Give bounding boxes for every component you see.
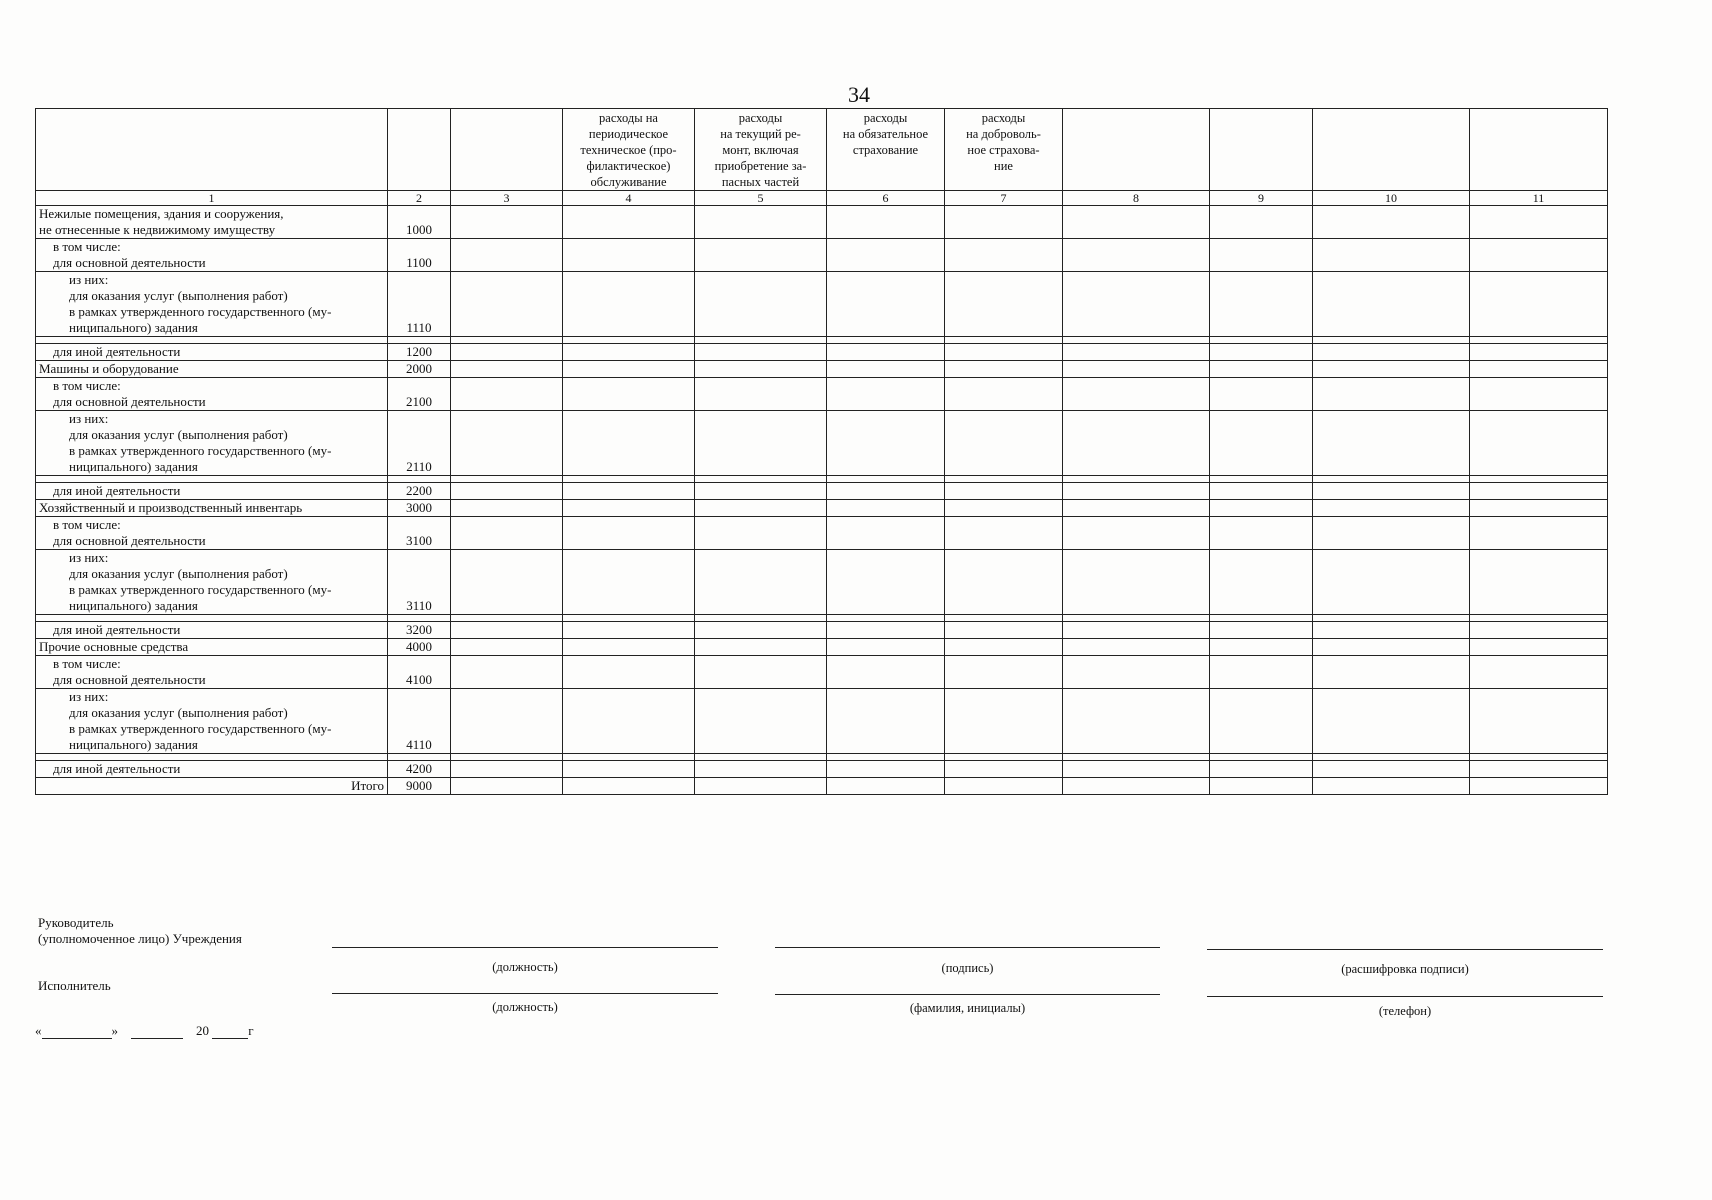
row-name: в том числе: для основной деятельности [36,378,388,411]
total-cell-col-5[interactable] [695,778,827,795]
table-row [36,411,1608,476]
table-row [36,622,1608,639]
value-cell-col-5[interactable] [695,483,827,500]
value-cell-col-3[interactable] [451,411,563,476]
spacer-cell [36,476,388,483]
value-cell-col-7[interactable] [945,361,1063,378]
row-code: 4110 [388,689,451,754]
value-cell-col-4[interactable] [563,656,695,689]
value-cell-col-11[interactable] [1470,411,1608,476]
date-month-blank[interactable] [131,1022,183,1039]
spacer-cell [563,337,695,344]
spacer-cell [451,615,563,622]
total-cell-col-6[interactable] [827,778,945,795]
spacer-row [36,337,1608,344]
value-cell-col-4[interactable] [563,411,695,476]
spacer-cell [1063,476,1210,483]
value-cell-col-11[interactable] [1470,656,1608,689]
row-code: 4000 [388,639,451,656]
spacer-cell [563,754,695,761]
value-cell-col-4[interactable] [563,550,695,615]
value-cell-col-4[interactable] [563,639,695,656]
spacer-cell [1063,754,1210,761]
value-cell-col-11[interactable] [1470,761,1608,778]
value-cell-col-4[interactable] [563,517,695,550]
value-cell-col-7[interactable] [945,622,1063,639]
value-cell-col-7[interactable] [945,550,1063,615]
value-cell-col-3[interactable] [451,361,563,378]
value-cell-col-4[interactable] [563,622,695,639]
head-signature-line[interactable] [775,947,1160,948]
value-cell-col-4[interactable] [563,206,695,239]
value-cell-col-8[interactable] [1063,239,1210,272]
value-cell-col-6[interactable] [827,206,945,239]
value-cell-col-6[interactable] [827,622,945,639]
executor-name-line[interactable] [775,994,1160,995]
value-cell-col-8[interactable] [1063,761,1210,778]
table-row [36,639,1608,656]
value-cell-col-9[interactable] [1210,361,1313,378]
value-cell-col-4[interactable] [563,344,695,361]
value-cell-col-9[interactable] [1210,517,1313,550]
table-row [36,378,1608,411]
spacer-cell [1313,476,1470,483]
table-row [36,761,1608,778]
value-cell-col-10[interactable] [1313,344,1470,361]
column-number: 6 [827,191,945,206]
value-cell-col-5[interactable] [695,500,827,517]
caption-decoding: (расшифровка подписи) [1341,962,1469,976]
total-cell-col-7[interactable] [945,778,1063,795]
value-cell-col-5[interactable] [695,272,827,337]
spacer-cell [1210,615,1313,622]
column-number: 7 [945,191,1063,206]
value-cell-col-9[interactable] [1210,378,1313,411]
value-cell-col-9[interactable] [1210,550,1313,615]
value-cell-col-8[interactable] [1063,656,1210,689]
head-label: Руководитель (уполномоченное лицо) Учреждения [38,915,242,946]
value-cell-col-6[interactable] [827,500,945,517]
header-col-1 [36,109,388,191]
table-body [36,206,1608,795]
spacer-cell [388,476,451,483]
value-cell-col-4[interactable] [563,761,695,778]
table-row [36,500,1608,517]
value-cell-col-7[interactable] [945,517,1063,550]
value-cell-col-4[interactable] [563,500,695,517]
column-number: 3 [451,191,563,206]
spacer-cell [1470,615,1608,622]
value-cell-col-11[interactable] [1470,622,1608,639]
value-cell-col-9[interactable] [1210,239,1313,272]
value-cell-col-6[interactable] [827,656,945,689]
value-cell-col-7[interactable] [945,689,1063,754]
row-name: из них: для оказания услуг (выполнения работ) в рамках утвержденного государственного (му- ниципального) задания [36,689,388,754]
spacer-cell [1313,615,1470,622]
row-code: 3000 [388,500,451,517]
row-code: 1000 [388,206,451,239]
spacer-row [36,754,1608,761]
value-cell-col-10[interactable] [1313,550,1470,615]
header-col-6: расходы на обязательное страхование [827,109,945,191]
value-cell-col-11[interactable] [1470,272,1608,337]
value-cell-col-6[interactable] [827,411,945,476]
spacer-cell [945,754,1063,761]
value-cell-col-3[interactable] [451,656,563,689]
value-cell-col-8[interactable] [1063,378,1210,411]
executor-position-line[interactable] [332,993,718,994]
row-code: 3110 [388,550,451,615]
value-cell-col-6[interactable] [827,361,945,378]
value-cell-col-9[interactable] [1210,639,1313,656]
spacer-cell [36,754,388,761]
spacer-cell [1063,337,1210,344]
caption-name: (фамилия, инициалы) [909,1001,1026,1015]
header-col-7: расходы на доброволь- ное страхова- ние [945,109,1063,191]
value-cell-col-10[interactable] [1313,483,1470,500]
value-cell-col-3[interactable] [451,239,563,272]
value-cell-col-6[interactable] [827,344,945,361]
value-cell-col-11[interactable] [1470,378,1608,411]
row-name: Машины и оборудование [36,361,388,378]
value-cell-col-10[interactable] [1313,689,1470,754]
value-cell-col-4[interactable] [563,378,695,411]
value-cell-col-5[interactable] [695,378,827,411]
row-name: для иной деятельности [36,622,388,639]
value-cell-col-10[interactable] [1313,239,1470,272]
value-cell-col-5[interactable] [695,517,827,550]
value-cell-col-8[interactable] [1063,344,1210,361]
value-cell-col-7[interactable] [945,239,1063,272]
value-cell-col-9[interactable] [1210,761,1313,778]
executor-phone-line[interactable] [1207,996,1603,997]
value-cell-col-3[interactable] [451,483,563,500]
row-code: 1110 [388,272,451,337]
value-cell-col-5[interactable] [695,344,827,361]
value-cell-col-11[interactable] [1470,500,1608,517]
value-cell-col-5[interactable] [695,411,827,476]
total-cell-col-8[interactable] [1063,778,1210,795]
value-cell-col-5[interactable] [695,622,827,639]
total-cell-col-3[interactable] [451,778,563,795]
value-cell-col-7[interactable] [945,378,1063,411]
spacer-cell [1313,754,1470,761]
spacer-cell [388,337,451,344]
value-cell-col-10[interactable] [1313,656,1470,689]
value-cell-col-10[interactable] [1313,639,1470,656]
spacer-cell [451,476,563,483]
head-decoding-line[interactable] [1207,949,1603,950]
column-number-row [36,191,1608,206]
value-cell-col-8[interactable] [1063,622,1210,639]
value-cell-col-9[interactable] [1210,483,1313,500]
column-number: 10 [1313,191,1470,206]
row-code: 2200 [388,483,451,500]
value-cell-col-9[interactable] [1210,656,1313,689]
spacer-cell [36,615,388,622]
value-cell-col-3[interactable] [451,550,563,615]
value-cell-col-4[interactable] [563,239,695,272]
header-col-9 [1210,109,1313,191]
value-cell-col-8[interactable] [1063,550,1210,615]
spacer-cell [945,615,1063,622]
row-code: 1100 [388,239,451,272]
table-row [36,550,1608,615]
row-name: для иной деятельности [36,761,388,778]
column-number: 4 [563,191,695,206]
expenses-table [35,108,1608,795]
value-cell-col-10[interactable] [1313,517,1470,550]
spacer-cell [1470,337,1608,344]
row-name: из них: для оказания услуг (выполнения работ) в рамках утвержденного государственного (му- ниципального) задания [36,550,388,615]
value-cell-col-10[interactable] [1313,500,1470,517]
value-cell-col-6[interactable] [827,272,945,337]
total-cell-col-11[interactable] [1470,778,1608,795]
executor-label: Исполнитель [38,978,111,993]
spacer-cell [388,615,451,622]
table-row [36,656,1608,689]
value-cell-col-11[interactable] [1470,483,1608,500]
table-row [36,361,1608,378]
value-cell-col-3[interactable] [451,689,563,754]
table-row [36,239,1608,272]
value-cell-col-10[interactable] [1313,622,1470,639]
value-cell-col-10[interactable] [1313,361,1470,378]
spacer-cell [695,615,827,622]
caption-position: (должность) [492,960,558,974]
spacer-cell [827,337,945,344]
value-cell-col-5[interactable] [695,656,827,689]
spacer-cell [945,337,1063,344]
spacer-cell [1063,615,1210,622]
date-year-blank[interactable] [212,1022,248,1039]
value-cell-col-10[interactable] [1313,272,1470,337]
row-name: в том числе: для основной деятельности [36,517,388,550]
value-cell-col-8[interactable] [1063,361,1210,378]
value-cell-col-5[interactable] [695,761,827,778]
total-cell-col-10[interactable] [1313,778,1470,795]
row-code: 3200 [388,622,451,639]
value-cell-col-4[interactable] [563,361,695,378]
row-code: 3100 [388,517,451,550]
caption-phone: (телефон) [1378,1004,1432,1018]
value-cell-col-6[interactable] [827,550,945,615]
value-cell-col-9[interactable] [1210,206,1313,239]
spacer-cell [36,337,388,344]
table-row [36,689,1608,754]
value-cell-col-8[interactable] [1063,517,1210,550]
column-number: 5 [695,191,827,206]
spacer-row [36,615,1608,622]
spacer-cell [563,615,695,622]
total-cell-col-9[interactable] [1210,778,1313,795]
value-cell-col-10[interactable] [1313,761,1470,778]
value-cell-col-11[interactable] [1470,689,1608,754]
caption-signature: (подпись) [941,961,994,975]
column-number: 2 [388,191,451,206]
value-cell-col-7[interactable] [945,411,1063,476]
value-cell-col-5[interactable] [695,550,827,615]
spacer-cell [695,754,827,761]
total-label: Итого [36,778,388,795]
value-cell-col-7[interactable] [945,206,1063,239]
row-name: из них: для оказания услуг (выполнения работ) в рамках утвержденного государственного (му- ниципального) задания [36,411,388,476]
total-cell-col-4[interactable] [563,778,695,795]
value-cell-col-7[interactable] [945,500,1063,517]
column-number: 1 [36,191,388,206]
value-cell-col-7[interactable] [945,483,1063,500]
row-name: Прочие основные средства [36,639,388,656]
value-cell-col-5[interactable] [695,239,827,272]
spacer-cell [1210,337,1313,344]
value-cell-col-4[interactable] [563,272,695,337]
table-row [36,344,1608,361]
row-name: в том числе: для основной деятельности [36,656,388,689]
value-cell-col-4[interactable] [563,483,695,500]
header-col-4: расходы на периодическое техническое (про- филактическое) обслуживание [563,109,695,191]
caption-position-2: (должность) [492,1000,558,1014]
value-cell-col-8[interactable] [1063,411,1210,476]
value-cell-col-3[interactable] [451,517,563,550]
value-cell-col-3[interactable] [451,622,563,639]
table-row [36,517,1608,550]
value-cell-col-6[interactable] [827,378,945,411]
spacer-cell [827,754,945,761]
value-cell-col-11[interactable] [1470,206,1608,239]
value-cell-col-11[interactable] [1470,517,1608,550]
total-code: 9000 [388,778,451,795]
row-code: 2000 [388,361,451,378]
row-code: 2110 [388,411,451,476]
date-line: « » 20 г [35,1023,254,1038]
value-cell-col-3[interactable] [451,500,563,517]
total-row [36,778,1608,795]
table-row [36,272,1608,337]
value-cell-col-10[interactable] [1313,206,1470,239]
value-cell-col-9[interactable] [1210,689,1313,754]
value-cell-col-3[interactable] [451,344,563,361]
value-cell-col-9[interactable] [1210,500,1313,517]
value-cell-col-3[interactable] [451,378,563,411]
row-code: 2100 [388,378,451,411]
spacer-cell [695,476,827,483]
value-cell-col-7[interactable] [945,344,1063,361]
value-cell-col-11[interactable] [1470,344,1608,361]
date-day-blank[interactable] [42,1022,112,1039]
spacer-cell [1210,476,1313,483]
value-cell-col-5[interactable] [695,206,827,239]
value-cell-col-6[interactable] [827,761,945,778]
header-col-5: расходы на текущий ре- монт, включая приобретение за- пасных частей [695,109,827,191]
value-cell-col-7[interactable] [945,761,1063,778]
spacer-row [36,476,1608,483]
page-number: 34 [848,82,870,107]
value-cell-col-8[interactable] [1063,483,1210,500]
value-cell-col-3[interactable] [451,206,563,239]
row-code: 1200 [388,344,451,361]
header-col-3 [451,109,563,191]
table-row [36,206,1608,239]
spacer-cell [827,476,945,483]
value-cell-col-3[interactable] [451,639,563,656]
value-cell-col-7[interactable] [945,656,1063,689]
header-row [36,109,1608,191]
spacer-cell [563,476,695,483]
spacer-cell [388,754,451,761]
header-col-2 [388,109,451,191]
value-cell-col-10[interactable] [1313,411,1470,476]
row-code: 4100 [388,656,451,689]
head-position-line[interactable] [332,947,718,948]
row-name: Нежилые помещения, здания и сооружения, не отнесенные к недвижимому имуществу [36,206,388,239]
value-cell-col-6[interactable] [827,239,945,272]
spacer-cell [1313,337,1470,344]
row-name: Хозяйственный и производственный инвентарь [36,500,388,517]
value-cell-col-6[interactable] [827,689,945,754]
value-cell-col-8[interactable] [1063,689,1210,754]
value-cell-col-6[interactable] [827,639,945,656]
value-cell-col-8[interactable] [1063,272,1210,337]
value-cell-col-8[interactable] [1063,639,1210,656]
column-number: 8 [1063,191,1210,206]
value-cell-col-9[interactable] [1210,344,1313,361]
row-name: в том числе: для основной деятельности [36,239,388,272]
spacer-cell [1470,754,1608,761]
value-cell-col-5[interactable] [695,361,827,378]
spacer-cell [1210,754,1313,761]
value-cell-col-11[interactable] [1470,361,1608,378]
header-col-11 [1470,109,1608,191]
header-col-10 [1313,109,1470,191]
row-code: 4200 [388,761,451,778]
spacer-cell [451,754,563,761]
value-cell-col-7[interactable] [945,639,1063,656]
spacer-cell [695,337,827,344]
row-name: из них: для оказания услуг (выполнения работ) в рамках утвержденного государственного (му- ниципального) задания [36,272,388,337]
value-cell-col-9[interactable] [1210,622,1313,639]
value-cell-col-6[interactable] [827,517,945,550]
value-cell-col-3[interactable] [451,272,563,337]
row-name: для иной деятельности [36,483,388,500]
value-cell-col-11[interactable] [1470,639,1608,656]
value-cell-col-11[interactable] [1470,239,1608,272]
value-cell-col-9[interactable] [1210,272,1313,337]
value-cell-col-11[interactable] [1470,550,1608,615]
spacer-cell [1470,476,1608,483]
spacer-cell [451,337,563,344]
value-cell-col-7[interactable] [945,272,1063,337]
header-col-8 [1063,109,1210,191]
table-row [36,483,1608,500]
value-cell-col-4[interactable] [563,689,695,754]
column-number: 9 [1210,191,1313,206]
value-cell-col-5[interactable] [695,689,827,754]
value-cell-col-9[interactable] [1210,411,1313,476]
value-cell-col-3[interactable] [451,761,563,778]
value-cell-col-10[interactable] [1313,378,1470,411]
value-cell-col-6[interactable] [827,483,945,500]
value-cell-col-8[interactable] [1063,500,1210,517]
value-cell-col-5[interactable] [695,639,827,656]
spacer-cell [827,615,945,622]
spacer-cell [945,476,1063,483]
column-number: 11 [1470,191,1608,206]
value-cell-col-8[interactable] [1063,206,1210,239]
row-name: для иной деятельности [36,344,388,361]
